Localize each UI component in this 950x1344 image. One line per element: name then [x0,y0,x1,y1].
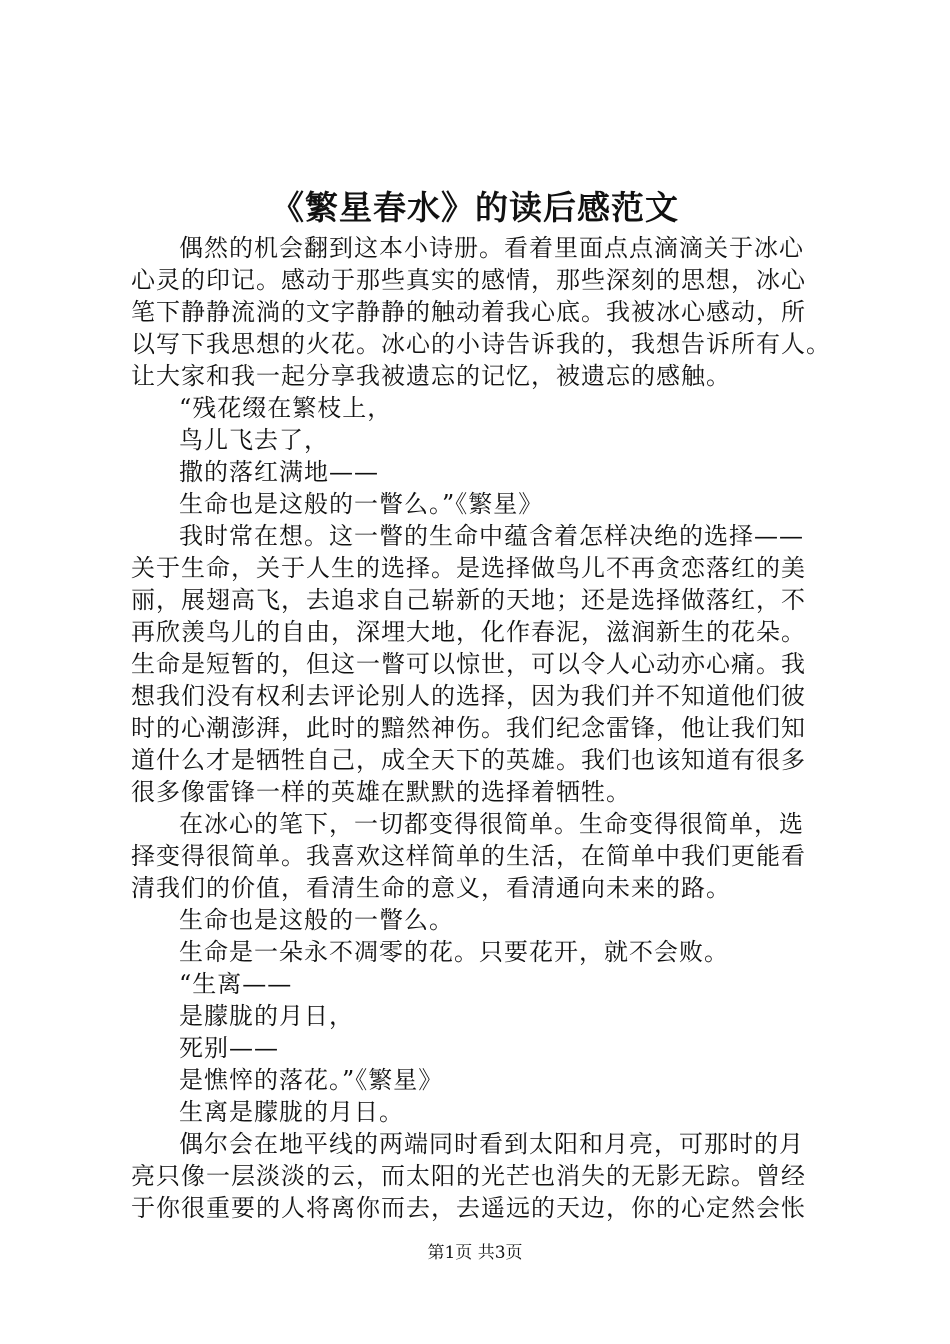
document-title: 《繁星春水》的读后感范文 [271,188,679,227]
text-line: 道什么才是牺牲自己，成全天下的英雄。我们也该知道有很多 [131,746,806,774]
text-line: 择变得很简单。我喜欢这样简单的生活，在简单中我们更能看 [131,842,806,870]
text-line: “生离—— [179,970,293,998]
text-line: 时的心潮澎湃，此时的黯然神伤。我们纪念雷锋，他让我们知 [131,714,806,742]
text-line: 生离是朦胧的月日。 [179,1098,404,1126]
text-line: 撒的落红满地—— [179,458,379,486]
text-line: 生命也是这般的一瞥么。 [179,906,454,934]
text-line: 清我们的价值，看清生命的意义，看清通向未来的路。 [131,874,731,902]
text-line: 生命也是这般的一瞥么。”《繁星》 [179,490,544,518]
text-line: 是憔悴的落花。”《繁星》 [179,1066,444,1094]
text-line: 偶然的机会翻到这本小诗册。看着里面点点滴滴关于冰心 [179,234,804,262]
text-line: 再欣羡鸟儿的自由，深埋大地，化作春泥，滋润新生的花朵。 [131,618,806,646]
text-line: 偶尔会在地平线的两端同时看到太阳和月亮，可那时的月 [179,1130,804,1158]
text-line: “残花缀在繁枝上， [179,394,393,422]
text-line: 在冰心的笔下，一切都变得很简单。生命变得很简单，选 [179,810,804,838]
text-line: 生命是一朵永不凋零的花。只要花开，就不会败。 [179,938,729,966]
text-line: 心灵的印记。感动于那些真实的感情，那些深刻的思想，冰心 [131,266,806,294]
text-line: 想我们没有权利去评论别人的选择，因为我们并不知道他们彼 [131,682,806,710]
text-line: 鸟儿飞去了， [179,426,329,454]
document-body [131,232,831,1224]
text-line: 是朦胧的月日， [179,1002,354,1030]
text-line: 很多像雷锋一样的英雄在默默的选择着牺牲。 [131,778,631,806]
text-line: 亮只像一层淡淡的云，而太阳的光芒也消失的无影无踪。曾经 [131,1162,806,1190]
text-line: 笔下静静流淌的文字静静的触动着我心底。我被冰心感动，所 [131,298,806,326]
text-line: 丽，展翅高飞，去追求自己崭新的天地；还是选择做落红，不 [131,586,806,614]
page-footer: 第1页 共3页 [427,1243,523,1263]
text-line: 让大家和我一起分享我被遗忘的记忆，被遗忘的感触。 [131,362,731,390]
text-line: 生命是短暂的，但这一瞥可以惊世，可以令人心动亦心痛。我 [131,650,806,678]
text-line: 以写下我思想的火花。冰心的小诗告诉我的，我想告诉所有人。 [131,330,831,358]
text-line: 我时常在想。这一瞥的生命中蕴含着怎样决绝的选择—— [179,522,804,550]
text-line: 关于生命，关于人生的选择。是选择做鸟儿不再贪恋落红的美 [131,554,806,582]
text-line: 于你很重要的人将离你而去，去遥远的天边，你的心定然会怅 [131,1194,806,1222]
text-line: 死别—— [179,1034,279,1062]
